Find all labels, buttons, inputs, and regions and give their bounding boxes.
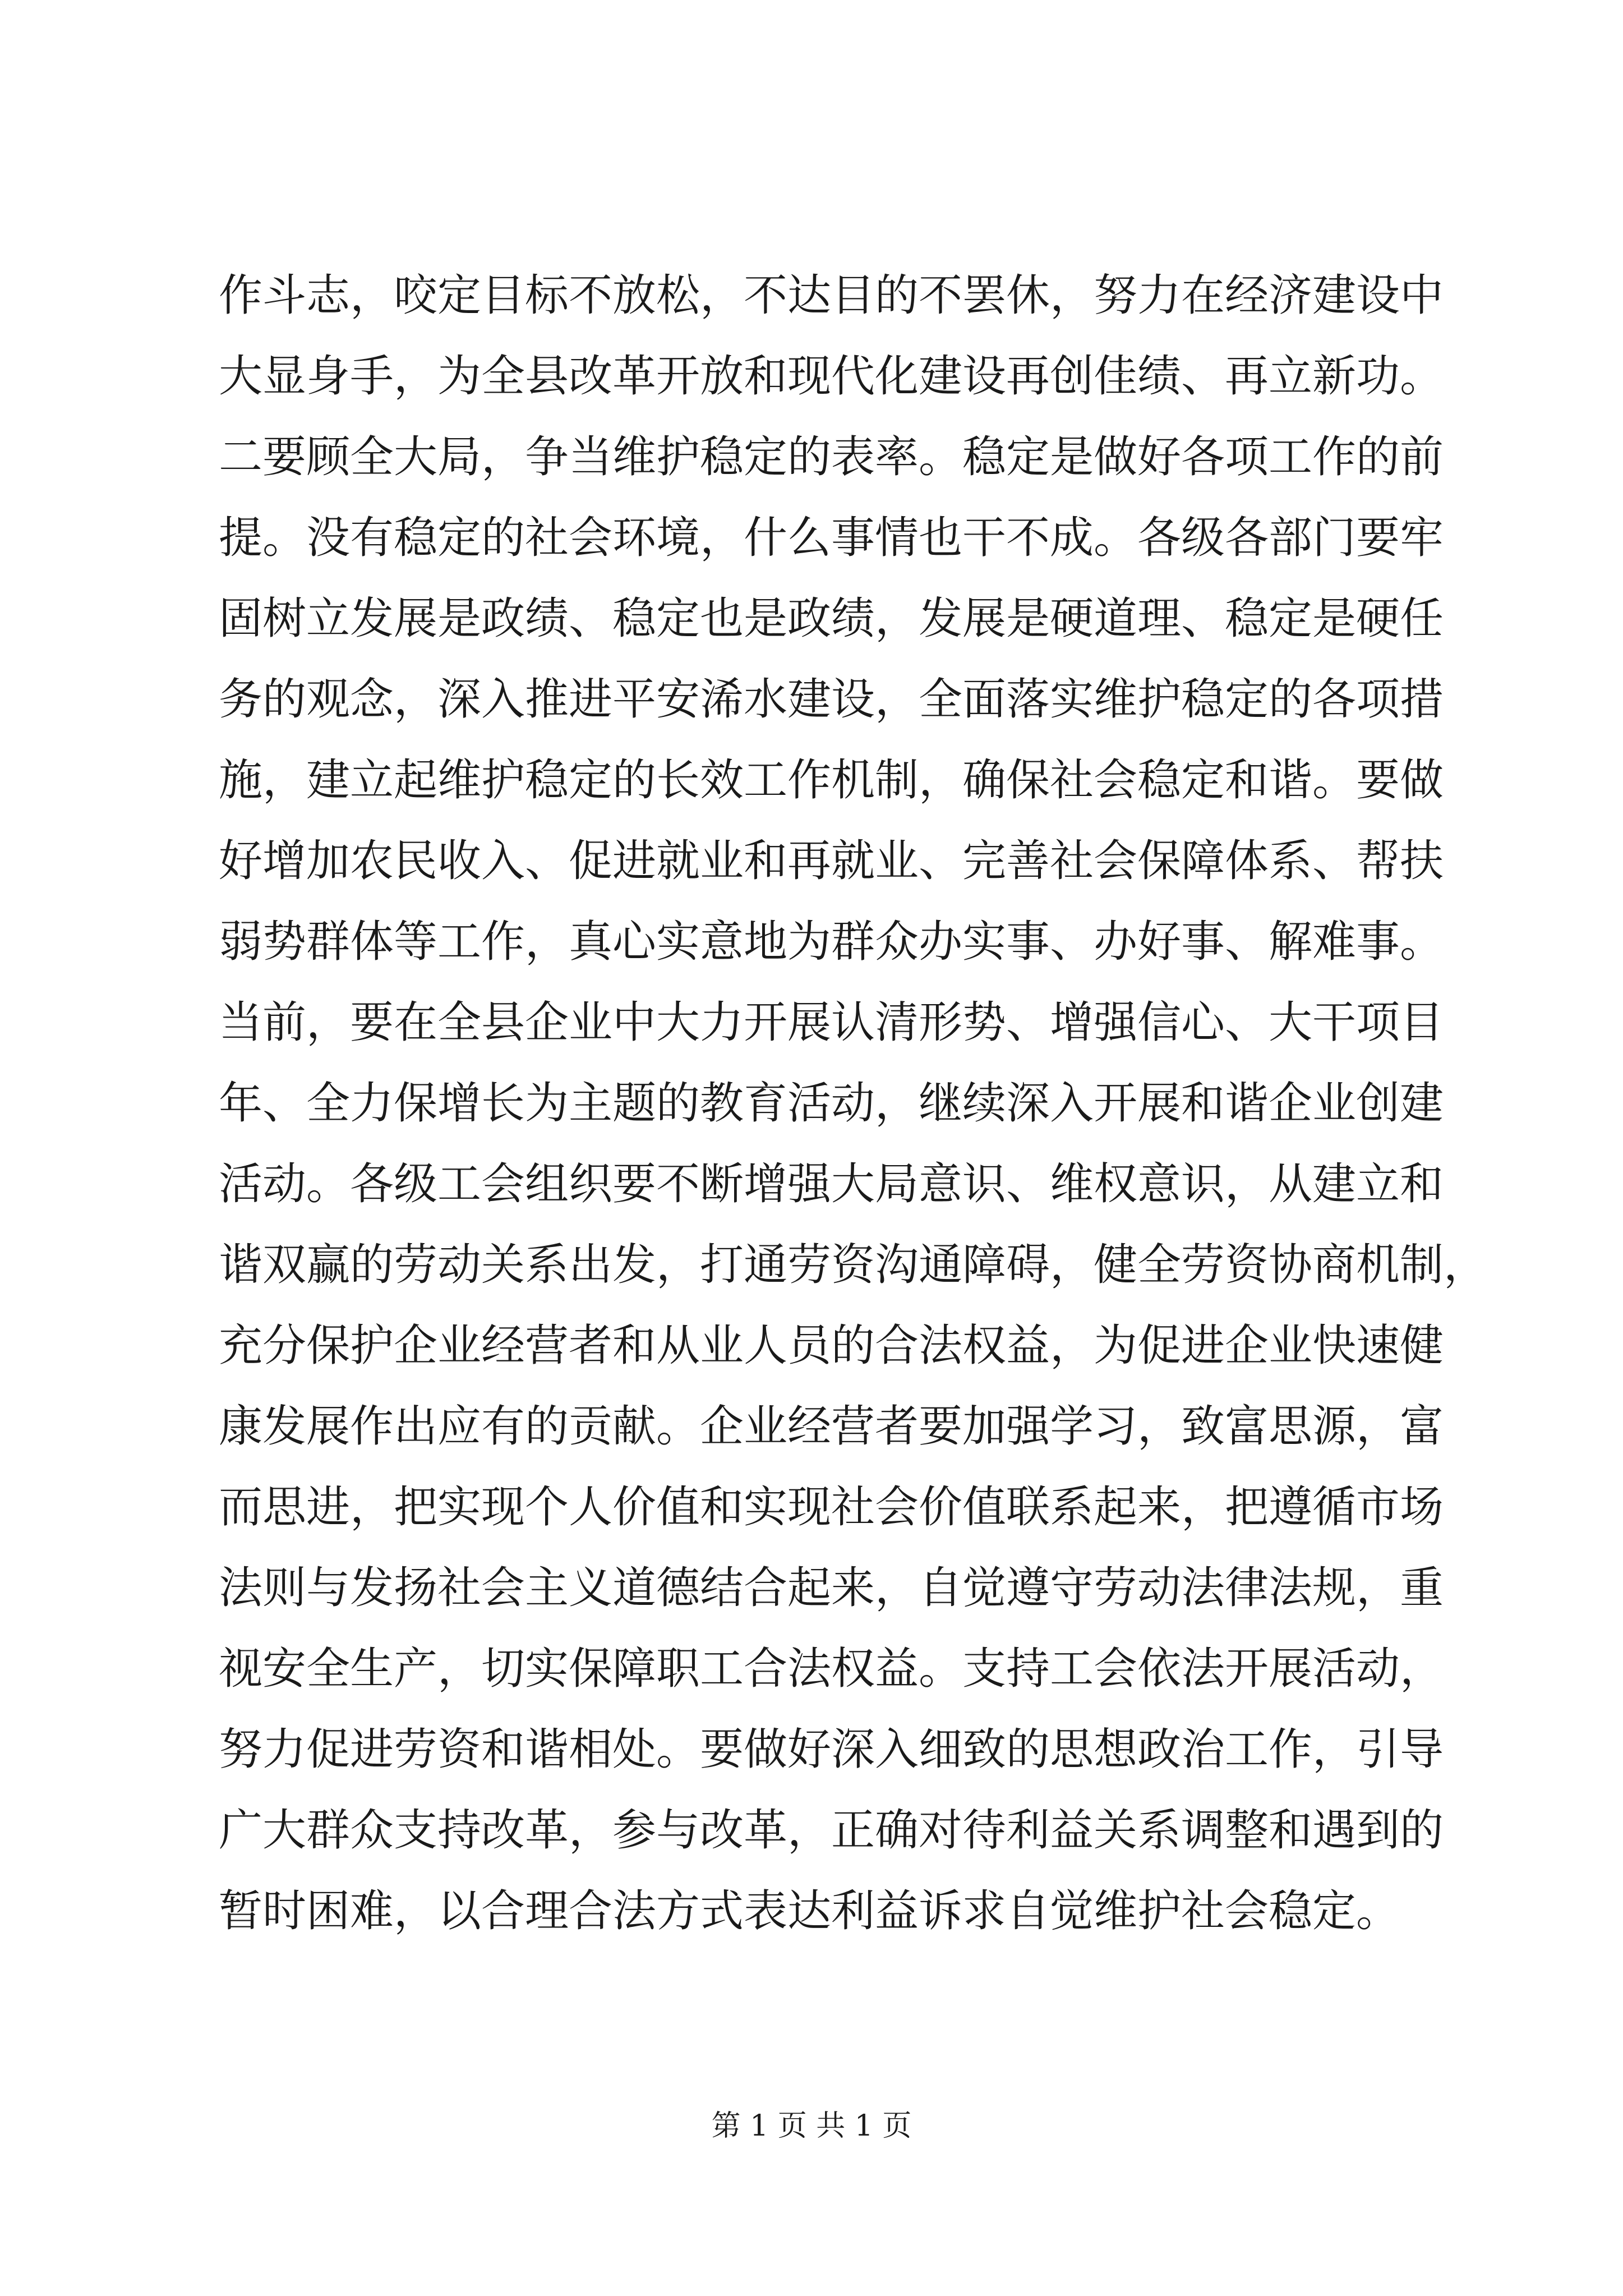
text-line: 当前，要在全县企业中大力开展认清形势、增强信心、大干项目	[219, 997, 1444, 1048]
text-line: 作斗志，咬定目标不放松，不达目的不罢休，努力在经济建设中	[219, 270, 1444, 321]
text-line: 充分保护企业经营者和从业人员的合法权益，为促进企业快速健	[219, 1320, 1444, 1371]
text-line: 固树立发展是政绩、稳定也是政绩，发展是硬道理、稳定是硬任	[219, 593, 1444, 644]
text-line: 二要顾全大局，争当维护稳定的表率。稳定是做好各项工作的前	[219, 432, 1444, 482]
text-line: 大显身手，为全县改革开放和现代化建设再创佳绩、再立新功。	[219, 351, 1444, 402]
text-line: 弱势群体等工作，真心实意地为群众办实事、办好事、解难事。	[219, 917, 1444, 967]
text-line: 康发展作出应有的贡献。企业经营者要加强学习，致富思源，富	[219, 1401, 1444, 1452]
text-line: 年、全力保增长为主题的教育活动，继续深入开展和谐企业创建	[219, 1078, 1444, 1129]
text-line: 视安全生产，切实保障职工合法权益。支持工会依法开展活动，	[219, 1644, 1444, 1694]
text-line: 法则与发扬社会主义道德结合起来，自觉遵守劳动法律法规，重	[219, 1563, 1444, 1613]
body-text	[219, 255, 1488, 1952]
text-line: 努力促进劳资和谐相处。要做好深入细致的思想政治工作，引导	[219, 1724, 1444, 1775]
text-line: 谐双赢的劳动关系出发，打通劳资沟通障碍，健全劳资协商机制，	[219, 1240, 1488, 1290]
text-line: 而思进，把实现个人价值和实现社会价值联系起来，把遵循市场	[219, 1482, 1444, 1533]
text-line: 暂时困难，以合理合法方式表达利益诉求自觉维护社会稳定。	[219, 1886, 1400, 1936]
text-line: 好增加农民收入、促进就业和再就业、完善社会保障体系、帮扶	[219, 836, 1444, 886]
text-line: 施，建立起维护稳定的长效工作机制，确保社会稳定和谐。要做	[219, 755, 1444, 806]
text-line: 活动。各级工会组织要不断增强大局意识、维权意识，从建立和	[219, 1159, 1444, 1209]
text-line: 提。没有稳定的社会环境，什么事情也干不成。各级各部门要牢	[219, 513, 1444, 563]
page-footer: 第 1 页 共 1 页	[711, 2109, 912, 2143]
text-line: 广大群众支持改革，参与改革，正确对待利益关系调整和遇到的	[219, 1805, 1444, 1856]
text-line: 务的观念，深入推进平安浠水建设，全面落实维护稳定的各项措	[219, 674, 1444, 725]
